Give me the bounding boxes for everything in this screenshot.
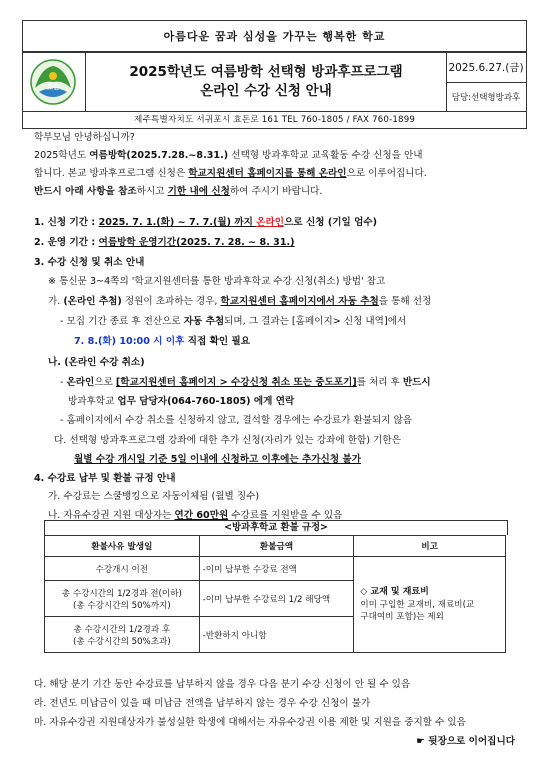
table-row [45,557,506,581]
section-3-na-line-1: - 온라인으로 [학교지원센터 홈페이지 > 수강신청 취소 또는 중도포기]를 처리 후 반드시 [60,377,431,388]
refund-note: ◇ 교재 및 재료비 이미 구입한 교재비, 재료비(교 구대여비 포함)는 제외 [354,557,506,653]
refund-amount: -이미 납부한 수강료의 1/2 해당액 [199,581,354,617]
section-2-operation-period: 2. 운영 기간 : 여름방학 운영기간(2025. 7. 28. ~ 8. 31.) [34,237,295,248]
document-title: 2025학년도 여름방학 선택형 방과후프로그램 [129,64,403,80]
intro-line-3: 반드시 아래 사항을 참조하시고 기한 내에 신청하여 주시기 바랍니다. [34,186,323,197]
logo-text: 효돈 [46,83,60,91]
section-1-application-period: 1. 신청 기간 : 2025. 7. 1.(화) ~ 7. 7.(월) 까지 온라인으로 신청 (기일 엄수) [34,217,377,228]
refund-reason: 수강개시 이전 [45,557,200,581]
title-box [85,53,447,111]
school-slogan: 아름다운 꿈과 심성을 가꾸는 행복한 학교 [22,20,527,52]
greeting: 학부모님 안녕하십니까? [34,132,135,143]
intro-line-1: 2025학년도 여름방학(2025.7.28.~8.31.) 선택형 방과후학교 교육활동 수강 신청을 안내 [34,150,423,161]
section-3-heading: 3. 수강 신청 및 취소 안내 [34,257,145,268]
school-logo-icon [29,58,77,106]
section-3-da-line-1: 다. 선택형 방과후프로그램 강좌에 대한 추가 신청(자리가 있는 강좌에 한함) 기한은 [54,435,401,446]
school-address: 제주특별자치도 서귀포시 효돈로 161 TEL 760-1805 / FAX 760-1899 [22,110,527,129]
refund-amount: -이미 납부한 수강료 전액 [199,557,354,581]
continued-overleaf: ☛ 뒷장으로 이어집니다 [416,736,515,747]
section-3-ga: 가. (온라인 추첨) 정원이 초과하는 경우, 학교지원센터 홈페이지에서 자동 추첨을 통해 선정 [48,296,432,307]
refund-table-caption: <방과후학교 환불 규정> [44,520,508,535]
section-3-ga-detail-2: 7. 8.(화) 10:00 시 이후 직접 확인 필요 [74,336,251,347]
column-header-note: 비고 [354,536,506,557]
document-header [22,52,527,112]
item-da: 다. 해당 분기 기간 동안 수강료를 납부하지 않을 경우 다음 분기 수강 신청이 안 될 수 있음 [34,679,411,690]
column-header-amount: 환불금액 [199,536,354,557]
section-4-ga: 가. 수강료는 스쿨뱅킹으로 자동이체됨 (월별 징수) [48,491,260,502]
section-3-ga-detail-1: - 모집 기간 종료 후 전산으로 자동 추첨되며, 그 결과는 [홈페이지> 신청 내역]에서 [60,316,407,327]
intro-line-2: 합니다. 본교 방과후프로그램 신청은 학교지원센터 홈페이지를 통해 온라인으로 이루어집니다. [34,168,427,179]
section-3-na-line-3: - 홈페이지에서 수강 취소를 신청하지 않고, 결석할 경우에는 수강료가 환불되지 않음 [60,415,413,426]
refund-table [44,535,506,653]
section-4-na: 나. 자유수강권 지원 대상자는 연간 60만원 수강료를 지원받을 수 있음 [48,510,343,521]
refund-reason: 총 수강시간의 1/2경과 후 (총 수강시간의 50%초과) [45,617,200,653]
document-date: 2025.6.27.(금) [446,53,526,83]
section-3-da-line-2: 월별 수강 개시일 기준 5일 이내에 신청하고 이후에는 추가신청 불가 [74,454,361,465]
section-4-heading: 4. 수강료 납부 및 환불 규정 안내 [34,473,176,484]
table-header-row [45,536,506,557]
document-subtitle: 온라인 수강 신청 안내 [200,83,332,99]
section-3-note: ※ 통신문 3~4쪽의 '학교지원센터를 통한 방과후학교 수강 신청(취소) 방법' 참고 [48,276,386,287]
column-header-reason: 환불사유 발생일 [45,536,200,557]
section-3-na-heading: 나. (온라인 수강 취소) [48,357,145,368]
section-3-na-line-2: 방과후학교 업무 담당자(064-760-1805) 에게 연락 [68,396,295,407]
refund-reason: 총 수강시간의 1/2경과 전(이하) (총 수강시간의 50%까지) [45,581,200,617]
item-ma: 마. 자유수강권 지원대상자가 불성실한 학생에 대해서는 자유수강권 이용 제한 및 지원을 중지할 수 있음 [34,717,466,728]
refund-amount: -반환하지 아니함 [199,617,354,653]
responsible-department: 담당:선택형방과후 [451,93,521,103]
item-ra: 라. 전년도 미납금이 있을 때 미납금 전액을 납부하지 않는 경우 수강 신청이 불가 [34,698,371,709]
